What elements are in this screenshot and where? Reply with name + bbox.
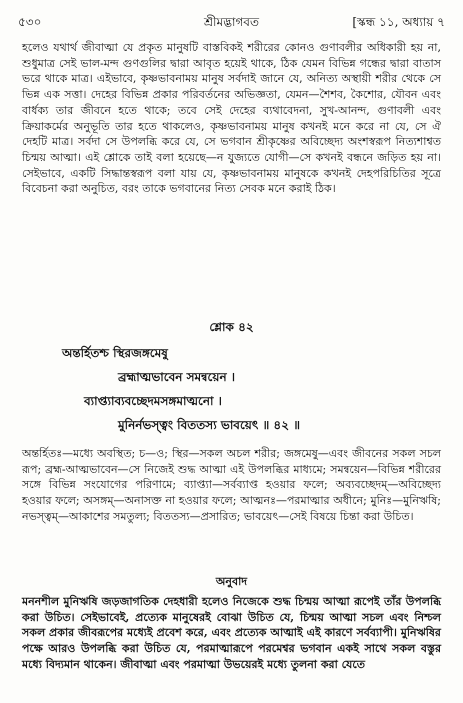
synonyms-paragraph: অন্তর্হিতঃ—মধ্যে অবস্থিত; চ—ও; স্থির—সকল অচল শরীর; জঙ্গমেষু—এবং জীবনের সকল সচল রূপ; ব্রহ্ম-আত্মভাবেন—সে নিজেই শুদ্ধ আত্মা এই উপলব্ধির মাধ্যমে; সমন্বয়েন—বিভিন্ন শরীরের সঙ্গে বিভিন্ন সংযোগের পরিণামে; ব্যাপ্ত্যা—সর্বব্যাপ্ত হওয়ার ফলে; অব্যবচ্ছেদম্—অবিচ্ছেদ্য হওয়ার ফলে; অসঙ্গম্—অনাসক্ত না হওয়ার ফলে; আত্মনঃ—পরমাত্মার অধীনে; মুনিঃ—মুনিঋষি; নভস্ত্বম্—আকাশের সমতুল্য; বিততস্য—প্রসারিত; ভাবয়েৎ—সেই বিষয়ে চিন্তা করা উচিত। xyxy=(22,447,441,523)
verse-line: অন্তর্হিতশ্চ স্থিরজঙ্গমেষু xyxy=(62,346,168,360)
purport-paragraph: হলেও যথার্থ জীবাত্মা যে প্রকৃত মানুষটি বাস্তবিকই শরীরের কোনও গুণাবলীর অধিকারী হয় না, শুধুমাত্র সেই ভাল-মন্দ গুণগুলির দ্বারা আবৃত হয়েই থাকে, ঠিক যেমন বিভিন্ন গন্ধের দ্বারা বাতাস ভরে থাকে মাত্র। এইভাবে, কৃষ্ণভাবনাময় মানুষ সর্বদাই জানে যে, অনিত্য অস্থায়ী শরীর থেকে সে ভিন্ন এক সত্তা। দেহের বিভিন্ন প্রকার পরিবর্তনের অভিজ্ঞতা, যেমন—শৈশব, কৈশোর, যৌবন এবং বার্ধক্য তার জীবনে হতে থাকে; তবে সেই দেহের ব্যথাবেদনা, সুখ-আনন্দ, গুণাবলী এবং ক্রিয়াকর্মের অনুভূতি তার হতে থাকলেও, কৃষ্ণভাবনাময় মানুষ কখনই মনে করে না যে, সে ঐ দেহটি মাত্র। সর্বদা সে উপলব্ধি করে যে, সে ভগবান শ্রীকৃষ্ণের অবিচ্ছেদ্য অংশস্বরূপ নিত্যশাশ্বত চিন্ময় আত্মা। এই শ্লোকে তাই বলা হয়েছে—ন যুজ্যতে যোগী—সে কখনই বন্ধনে জড়িত হয় না। সেইভাবে, একটি সিদ্ধান্তস্বরূপ বলা যায় যে, কৃষ্ণভাবনাময় মানুষকে কখনই দেহপরিচিতির সূত্রে বিবেচনা করা অনুচিত, বরং তাকে ভগবানের নিত্য সেবক মনে করাই ঠিক। xyxy=(22,41,441,196)
canto-chapter-label: [স্কন্ধ ১১, অধ্যায় ৭ xyxy=(352,15,445,29)
translation-paragraph: মননশীল মুনিঋষি জড়জাগতিক দেহধারী হলেও নিজেকে শুদ্ধ চিন্ময় আত্মা রূপেই তাঁর উপলব্ধি করা উচিত। সেইভাবেই, প্রত্যেক মানুষেরই বোঝা উচিত যে, চিন্ময় আত্মা সচল এবং নিশ্চল সকল প্রকার জীবরূপের মধ্যেই প্রবেশ করে, এবং প্রত্যেক আত্মাই এই কারণে সর্বব্যাপী। মুনিঋষির পক্ষে আরও উপলব্ধি করা উচিত যে, পরমাত্মারূপে পরমেশ্বর ভগবান একই সাথে সকল বস্তুর মধ্যে বিদ্যমান থাকেন। জীবাত্মা এবং পরমাত্মা উভয়েরই মধ্যে তুলনা করা যেতে xyxy=(22,595,441,671)
verse-line: মুনির্নভস্ত্বং বিততস্য ভাবয়েৎ ॥ ৪২ ॥ xyxy=(118,418,300,432)
book-title: শ্রীমদ্ভাগবত xyxy=(203,15,259,29)
verse-heading: শ্লোক ৪২ xyxy=(209,320,254,334)
translation-heading: অনুবাদ xyxy=(215,575,248,588)
verse-line: ব্রহ্মাত্মভাবেন সমন্বয়েন । xyxy=(118,370,236,384)
page-number: ৫৩০ xyxy=(18,15,42,29)
verse-line: ব্যাপ্ত্যাব্যবচ্ছেদমসঙ্গমাত্মনো । xyxy=(84,394,222,408)
running-header xyxy=(18,14,445,32)
